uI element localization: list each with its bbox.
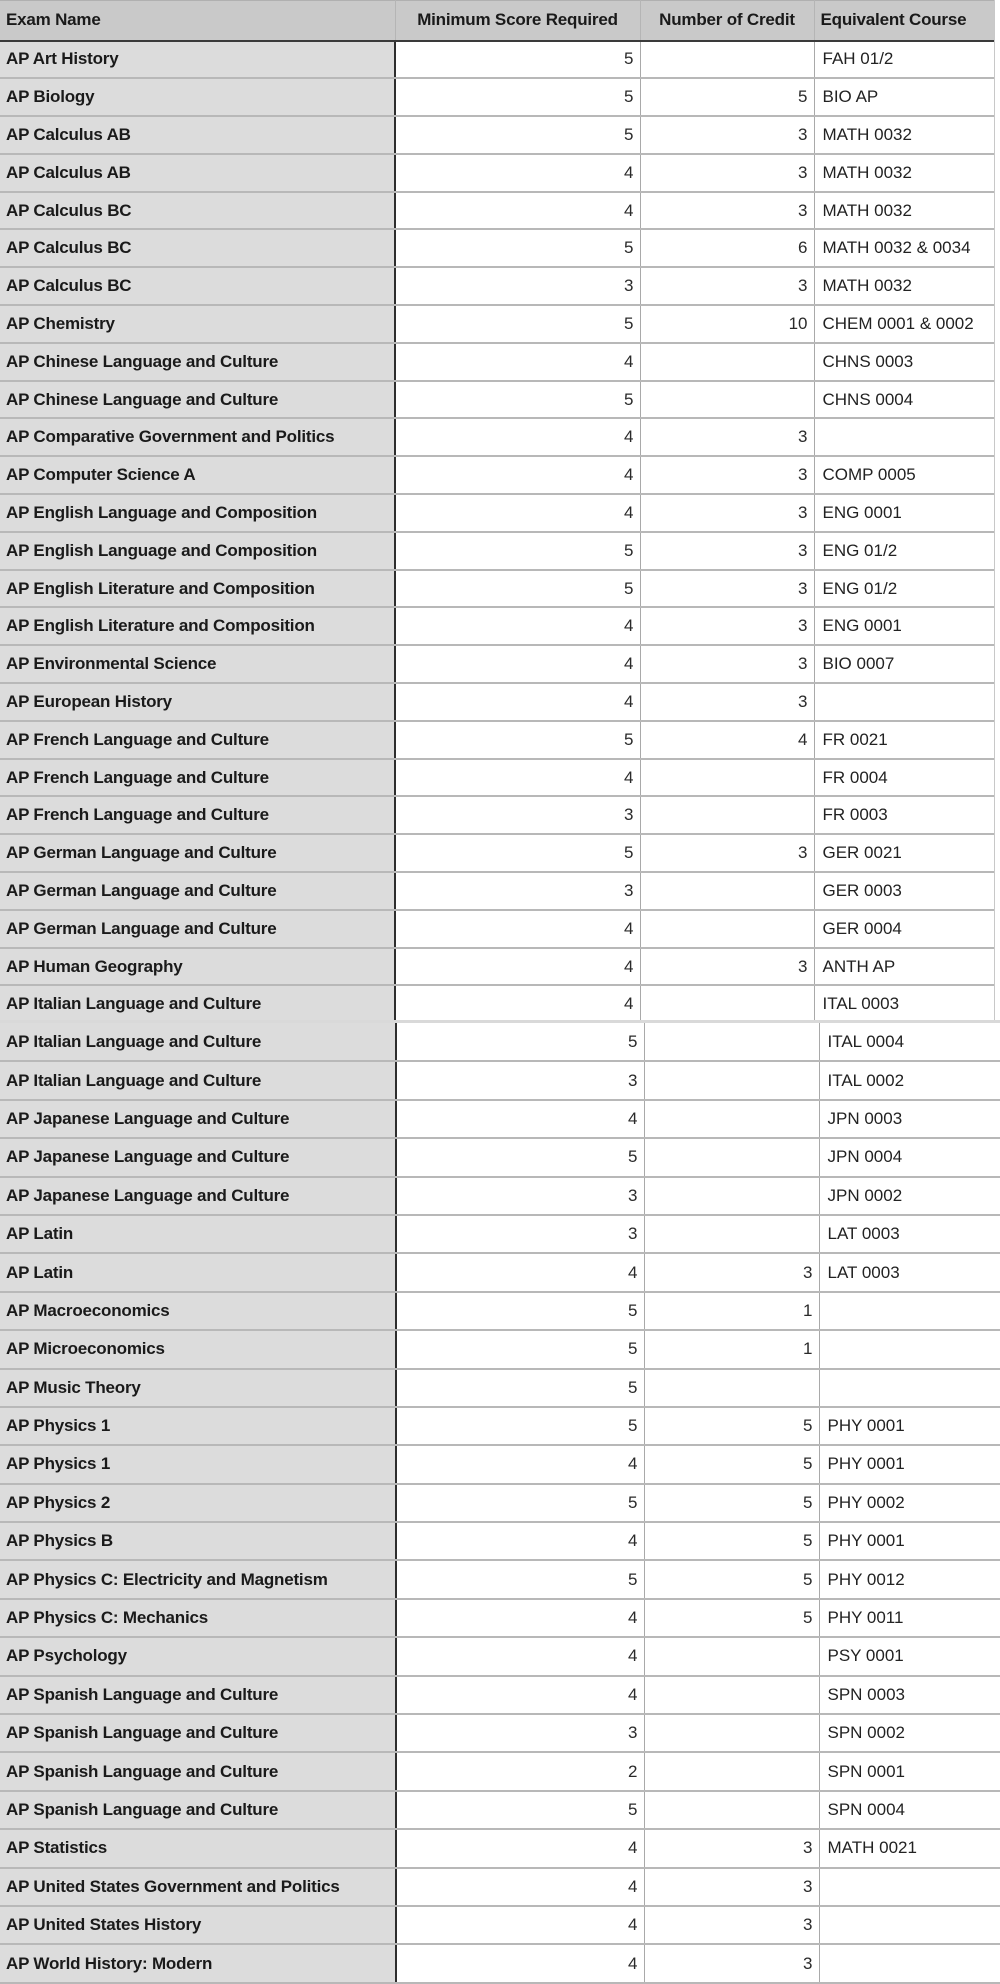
cell-exam-name[interactable]: AP Japanese Language and Culture bbox=[0, 1100, 396, 1138]
cell-min-score[interactable]: 5 bbox=[395, 381, 640, 419]
cell-credits[interactable] bbox=[640, 872, 814, 910]
cell-credits[interactable] bbox=[644, 1752, 819, 1790]
cell-credits[interactable]: 3 bbox=[640, 607, 814, 645]
table-row bbox=[0, 229, 995, 267]
cell-equivalent-course[interactable]: ENG 0001 bbox=[814, 494, 995, 532]
cell-exam-name[interactable]: AP Physics C: Mechanics bbox=[0, 1599, 396, 1637]
table-row bbox=[0, 1791, 1000, 1829]
cell-min-score[interactable]: 4 bbox=[395, 985, 640, 1020]
table-row bbox=[0, 1253, 1000, 1291]
cell-equivalent-course[interactable]: FR 0004 bbox=[814, 759, 995, 797]
cell-exam-name[interactable]: AP Spanish Language and Culture bbox=[0, 1714, 396, 1752]
cell-credits[interactable]: 3 bbox=[640, 418, 814, 456]
cell-exam-name[interactable]: AP Art History bbox=[0, 41, 395, 79]
cell-min-score[interactable]: 5 bbox=[396, 1292, 644, 1330]
cell-min-score[interactable]: 5 bbox=[396, 1560, 644, 1598]
cell-equivalent-course[interactable] bbox=[814, 418, 995, 456]
cell-credits[interactable] bbox=[644, 1100, 819, 1138]
cell-exam-name[interactable]: AP Environmental Science bbox=[0, 645, 395, 683]
cell-min-score[interactable]: 4 bbox=[395, 759, 640, 797]
table-row bbox=[0, 1330, 1000, 1368]
cell-min-score[interactable]: 4 bbox=[396, 1100, 644, 1138]
table-row bbox=[0, 1714, 1000, 1752]
cell-equivalent-course[interactable]: ANTH AP bbox=[814, 948, 995, 986]
cell-min-score[interactable]: 4 bbox=[396, 1676, 644, 1714]
table-row bbox=[0, 1637, 1000, 1675]
cell-min-score[interactable]: 4 bbox=[395, 343, 640, 381]
cell-exam-name[interactable]: AP Spanish Language and Culture bbox=[0, 1791, 396, 1829]
cell-exam-name[interactable]: AP Calculus AB bbox=[0, 154, 395, 192]
cell-min-score[interactable]: 3 bbox=[396, 1215, 644, 1253]
cell-equivalent-course[interactable]: ENG 01/2 bbox=[814, 570, 995, 608]
cell-credits[interactable] bbox=[644, 1177, 819, 1215]
cell-credits[interactable]: 3 bbox=[644, 1829, 819, 1867]
cell-min-score[interactable]: 3 bbox=[396, 1061, 644, 1099]
cell-exam-name[interactable]: AP Physics 2 bbox=[0, 1484, 396, 1522]
cell-equivalent-course[interactable]: BIO 0007 bbox=[814, 645, 995, 683]
cell-min-score[interactable]: 5 bbox=[395, 570, 640, 608]
cell-min-score[interactable]: 4 bbox=[395, 192, 640, 230]
cell-min-score[interactable]: 5 bbox=[395, 305, 640, 343]
cell-min-score[interactable]: 3 bbox=[396, 1177, 644, 1215]
cell-exam-name[interactable]: AP English Literature and Composition bbox=[0, 607, 395, 645]
cell-exam-name[interactable]: AP Italian Language and Culture bbox=[0, 1023, 396, 1061]
table-row bbox=[0, 343, 995, 381]
table-row bbox=[0, 1944, 1000, 1982]
cell-credits[interactable]: 3 bbox=[640, 532, 814, 570]
cell-min-score[interactable]: 4 bbox=[395, 645, 640, 683]
table-row bbox=[0, 985, 995, 1020]
table-row bbox=[0, 683, 995, 721]
cell-credits[interactable]: 5 bbox=[644, 1484, 819, 1522]
cell-equivalent-course[interactable]: PHY 0001 bbox=[819, 1522, 1000, 1560]
cell-exam-name[interactable]: AP Calculus BC bbox=[0, 192, 395, 230]
cell-equivalent-course[interactable]: ENG 01/2 bbox=[814, 532, 995, 570]
cell-credits[interactable]: 5 bbox=[640, 78, 814, 116]
cell-credits[interactable] bbox=[644, 1714, 819, 1752]
table-row bbox=[0, 1292, 1000, 1330]
cell-exam-name[interactable]: AP Physics 1 bbox=[0, 1445, 396, 1483]
cell-credits[interactable]: 3 bbox=[640, 948, 814, 986]
cell-equivalent-course[interactable]: FR 0021 bbox=[814, 721, 995, 759]
cell-min-score[interactable]: 5 bbox=[395, 532, 640, 570]
cell-min-score[interactable]: 5 bbox=[395, 41, 640, 79]
cell-exam-name[interactable]: AP Latin bbox=[0, 1253, 396, 1291]
cell-exam-name[interactable]: AP Chinese Language and Culture bbox=[0, 343, 395, 381]
cell-credits[interactable]: 3 bbox=[640, 645, 814, 683]
table-row bbox=[0, 1445, 1000, 1483]
cell-min-score[interactable]: 3 bbox=[396, 1714, 644, 1752]
cell-equivalent-course[interactable] bbox=[819, 1292, 1000, 1330]
cell-exam-name[interactable]: AP German Language and Culture bbox=[0, 834, 395, 872]
cell-min-score[interactable]: 4 bbox=[395, 418, 640, 456]
cell-credits[interactable] bbox=[644, 1637, 819, 1675]
cell-min-score[interactable]: 4 bbox=[395, 683, 640, 721]
table-row bbox=[0, 872, 995, 910]
cell-equivalent-course[interactable]: SPN 0003 bbox=[819, 1676, 1000, 1714]
cell-min-score[interactable]: 3 bbox=[395, 872, 640, 910]
cell-credits[interactable]: 3 bbox=[640, 154, 814, 192]
table-row bbox=[0, 1522, 1000, 1560]
cell-credits[interactable] bbox=[640, 985, 814, 1020]
cell-min-score[interactable]: 5 bbox=[396, 1023, 644, 1061]
cell-credits[interactable]: 10 bbox=[640, 305, 814, 343]
cell-credits[interactable] bbox=[640, 343, 814, 381]
table-row bbox=[0, 41, 995, 79]
table-row bbox=[0, 116, 995, 154]
cell-exam-name[interactable]: AP German Language and Culture bbox=[0, 872, 395, 910]
cell-min-score[interactable]: 3 bbox=[395, 267, 640, 305]
cell-equivalent-course[interactable]: GER 0003 bbox=[814, 872, 995, 910]
cell-exam-name[interactable]: AP Chemistry bbox=[0, 305, 395, 343]
cell-credits[interactable]: 5 bbox=[644, 1445, 819, 1483]
header-equivalent-course[interactable]: Equivalent Course bbox=[814, 1, 995, 41]
cell-min-score[interactable]: 5 bbox=[396, 1791, 644, 1829]
table-row bbox=[0, 1023, 1000, 1061]
cell-credits[interactable]: 3 bbox=[640, 267, 814, 305]
table-row bbox=[0, 1407, 1000, 1445]
table-row bbox=[0, 834, 995, 872]
cell-min-score[interactable]: 5 bbox=[396, 1407, 644, 1445]
cell-exam-name[interactable]: AP Human Geography bbox=[0, 948, 395, 986]
cell-credits[interactable] bbox=[644, 1023, 819, 1061]
cell-exam-name[interactable]: AP English Language and Composition bbox=[0, 532, 395, 570]
table-row bbox=[0, 1369, 1000, 1407]
table-row bbox=[0, 154, 995, 192]
cell-exam-name[interactable]: AP Spanish Language and Culture bbox=[0, 1676, 396, 1714]
table-row bbox=[0, 1829, 1000, 1867]
cell-exam-name[interactable]: AP Psychology bbox=[0, 1637, 396, 1675]
cell-exam-name[interactable]: AP Calculus BC bbox=[0, 229, 395, 267]
cell-exam-name[interactable]: AP French Language and Culture bbox=[0, 759, 395, 797]
cell-equivalent-course[interactable]: SPN 0002 bbox=[819, 1714, 1000, 1752]
cell-credits[interactable]: 3 bbox=[644, 1868, 819, 1906]
cell-exam-name[interactable]: AP World History: Modern bbox=[0, 1944, 396, 1982]
cell-exam-name[interactable]: AP Japanese Language and Culture bbox=[0, 1177, 396, 1215]
cell-min-score[interactable]: 4 bbox=[396, 1868, 644, 1906]
cell-credits[interactable]: 3 bbox=[640, 683, 814, 721]
cell-exam-name[interactable]: AP Comparative Government and Politics bbox=[0, 418, 395, 456]
cell-min-score[interactable]: 4 bbox=[395, 456, 640, 494]
cell-min-score[interactable]: 2 bbox=[396, 1752, 644, 1790]
cell-equivalent-course[interactable]: ITAL 0004 bbox=[819, 1023, 1000, 1061]
table-row bbox=[0, 948, 995, 986]
cell-equivalent-course[interactable]: PHY 0002 bbox=[819, 1484, 1000, 1522]
table-row bbox=[0, 1100, 1000, 1138]
cell-equivalent-course[interactable]: MATH 0032 & 0034 bbox=[814, 229, 995, 267]
cell-min-score[interactable]: 5 bbox=[395, 229, 640, 267]
cell-exam-name[interactable]: AP French Language and Culture bbox=[0, 796, 395, 834]
table-row bbox=[0, 192, 995, 230]
ap-credit-table-bottom bbox=[0, 1023, 1000, 1984]
cell-min-score[interactable]: 4 bbox=[395, 948, 640, 986]
cell-exam-name[interactable]: AP Biology bbox=[0, 78, 395, 116]
table-row bbox=[0, 267, 995, 305]
cell-equivalent-course[interactable] bbox=[819, 1906, 1000, 1944]
cell-min-score[interactable]: 5 bbox=[396, 1330, 644, 1368]
cell-min-score[interactable]: 5 bbox=[395, 834, 640, 872]
cell-min-score[interactable]: 3 bbox=[395, 796, 640, 834]
cell-exam-name[interactable]: AP Statistics bbox=[0, 1829, 396, 1867]
cell-equivalent-course[interactable]: PSY 0001 bbox=[819, 1637, 1000, 1675]
cell-equivalent-course[interactable]: ITAL 0002 bbox=[819, 1061, 1000, 1099]
cell-credits[interactable] bbox=[644, 1138, 819, 1176]
cell-credits[interactable]: 3 bbox=[644, 1944, 819, 1982]
cell-equivalent-course[interactable]: JPN 0003 bbox=[819, 1100, 1000, 1138]
cell-exam-name[interactable]: AP United States Government and Politics bbox=[0, 1868, 396, 1906]
cell-exam-name[interactable]: AP French Language and Culture bbox=[0, 721, 395, 759]
cell-exam-name[interactable]: AP Physics 1 bbox=[0, 1407, 396, 1445]
cell-credits[interactable]: 1 bbox=[644, 1330, 819, 1368]
cell-exam-name[interactable]: AP Computer Science A bbox=[0, 456, 395, 494]
cell-min-score[interactable]: 4 bbox=[396, 1906, 644, 1944]
cell-credits[interactable]: 3 bbox=[644, 1253, 819, 1291]
table-row bbox=[0, 418, 995, 456]
table-header-row bbox=[0, 1, 995, 41]
table-row bbox=[0, 721, 995, 759]
cell-min-score[interactable]: 5 bbox=[396, 1138, 644, 1176]
cell-credits[interactable] bbox=[644, 1791, 819, 1829]
cell-equivalent-course[interactable]: CHNS 0003 bbox=[814, 343, 995, 381]
table-row bbox=[0, 1906, 1000, 1944]
cell-credits[interactable] bbox=[644, 1676, 819, 1714]
cell-credits[interactable] bbox=[640, 381, 814, 419]
cell-equivalent-course[interactable]: MATH 0032 bbox=[814, 116, 995, 154]
cell-credits[interactable] bbox=[640, 759, 814, 797]
cell-exam-name[interactable]: AP United States History bbox=[0, 1906, 396, 1944]
cell-min-score[interactable]: 4 bbox=[396, 1253, 644, 1291]
cell-equivalent-course[interactable]: FAH 01/2 bbox=[814, 41, 995, 79]
cell-equivalent-course[interactable]: FR 0003 bbox=[814, 796, 995, 834]
cell-min-score[interactable]: 4 bbox=[396, 1599, 644, 1637]
cell-credits[interactable]: 5 bbox=[644, 1522, 819, 1560]
table-row bbox=[0, 1599, 1000, 1637]
cell-equivalent-course[interactable] bbox=[819, 1330, 1000, 1368]
table-row bbox=[0, 1177, 1000, 1215]
cell-equivalent-course[interactable] bbox=[814, 683, 995, 721]
cell-min-score[interactable]: 4 bbox=[396, 1829, 644, 1867]
cell-min-score[interactable]: 5 bbox=[395, 116, 640, 154]
table-row bbox=[0, 1868, 1000, 1906]
cell-equivalent-course[interactable]: GER 0004 bbox=[814, 910, 995, 948]
cell-equivalent-course[interactable]: MATH 0032 bbox=[814, 267, 995, 305]
cell-credits[interactable]: 4 bbox=[640, 721, 814, 759]
table-row bbox=[0, 1215, 1000, 1253]
header-min-score[interactable]: Minimum Score Required bbox=[395, 1, 640, 41]
cell-exam-name[interactable]: AP Calculus BC bbox=[0, 267, 395, 305]
header-exam-name[interactable]: Exam Name bbox=[0, 1, 395, 41]
cell-equivalent-course[interactable]: LAT 0003 bbox=[819, 1253, 1000, 1291]
table-row bbox=[0, 1138, 1000, 1176]
cell-exam-name[interactable]: AP Macroeconomics bbox=[0, 1292, 396, 1330]
cell-equivalent-course[interactable]: CHEM 0001 & 0002 bbox=[814, 305, 995, 343]
cell-exam-name[interactable]: AP Latin bbox=[0, 1215, 396, 1253]
cell-exam-name[interactable]: AP English Literature and Composition bbox=[0, 570, 395, 608]
table-section-bottom bbox=[0, 1020, 1000, 1984]
cell-credits[interactable] bbox=[640, 910, 814, 948]
cell-equivalent-course[interactable]: GER 0021 bbox=[814, 834, 995, 872]
table-row bbox=[0, 305, 995, 343]
cell-equivalent-course[interactable]: COMP 0005 bbox=[814, 456, 995, 494]
cell-min-score[interactable]: 4 bbox=[396, 1445, 644, 1483]
cell-exam-name[interactable]: AP Italian Language and Culture bbox=[0, 985, 395, 1020]
cell-credits[interactable]: 3 bbox=[640, 570, 814, 608]
table-body-bottom bbox=[0, 1023, 1000, 1983]
table-row bbox=[0, 494, 995, 532]
cell-min-score[interactable]: 4 bbox=[395, 154, 640, 192]
cell-exam-name[interactable]: AP Music Theory bbox=[0, 1369, 396, 1407]
cell-equivalent-course[interactable]: CHNS 0004 bbox=[814, 381, 995, 419]
cell-credits[interactable]: 3 bbox=[640, 494, 814, 532]
table-row bbox=[0, 1752, 1000, 1790]
cell-min-score[interactable]: 4 bbox=[395, 607, 640, 645]
cell-credits[interactable] bbox=[644, 1369, 819, 1407]
cell-exam-name[interactable]: AP Spanish Language and Culture bbox=[0, 1752, 396, 1790]
cell-min-score[interactable]: 5 bbox=[395, 78, 640, 116]
cell-equivalent-course[interactable]: JPN 0004 bbox=[819, 1138, 1000, 1176]
table-row bbox=[0, 1676, 1000, 1714]
table-body-top bbox=[0, 41, 995, 1021]
cell-credits[interactable] bbox=[644, 1061, 819, 1099]
cell-equivalent-course[interactable]: BIO AP bbox=[814, 78, 995, 116]
table-row bbox=[0, 910, 995, 948]
table-row bbox=[0, 796, 995, 834]
cell-exam-name[interactable]: AP Calculus AB bbox=[0, 116, 395, 154]
cell-credits[interactable]: 5 bbox=[644, 1407, 819, 1445]
cell-credits[interactable]: 1 bbox=[644, 1292, 819, 1330]
cell-exam-name[interactable]: AP Physics C: Electricity and Magnetism bbox=[0, 1560, 396, 1598]
cell-equivalent-course[interactable]: MATH 0021 bbox=[819, 1829, 1000, 1867]
cell-equivalent-course[interactable]: LAT 0003 bbox=[819, 1215, 1000, 1253]
cell-exam-name[interactable]: AP Italian Language and Culture bbox=[0, 1061, 396, 1099]
cell-credits[interactable]: 3 bbox=[644, 1906, 819, 1944]
cell-equivalent-course[interactable]: MATH 0032 bbox=[814, 154, 995, 192]
cell-equivalent-course[interactable]: PHY 0011 bbox=[819, 1599, 1000, 1637]
cell-exam-name[interactable]: AP Chinese Language and Culture bbox=[0, 381, 395, 419]
table-row bbox=[0, 570, 995, 608]
cell-equivalent-course[interactable]: ENG 0001 bbox=[814, 607, 995, 645]
cell-exam-name[interactable]: AP English Language and Composition bbox=[0, 494, 395, 532]
cell-credits[interactable]: 6 bbox=[640, 229, 814, 267]
table-row bbox=[0, 1560, 1000, 1598]
cell-equivalent-course[interactable]: PHY 0001 bbox=[819, 1445, 1000, 1483]
cell-exam-name[interactable]: AP German Language and Culture bbox=[0, 910, 395, 948]
cell-min-score[interactable]: 4 bbox=[396, 1944, 644, 1982]
cell-min-score[interactable]: 4 bbox=[396, 1522, 644, 1560]
cell-equivalent-course[interactable] bbox=[819, 1369, 1000, 1407]
cell-credits[interactable] bbox=[644, 1215, 819, 1253]
cell-exam-name[interactable]: AP European History bbox=[0, 683, 395, 721]
cell-min-score[interactable]: 5 bbox=[396, 1484, 644, 1522]
table-row bbox=[0, 607, 995, 645]
cell-exam-name[interactable]: AP Microeconomics bbox=[0, 1330, 396, 1368]
cell-equivalent-course[interactable]: SPN 0001 bbox=[819, 1752, 1000, 1790]
table-row bbox=[0, 78, 995, 116]
cell-equivalent-course[interactable]: SPN 0004 bbox=[819, 1791, 1000, 1829]
cell-min-score[interactable]: 4 bbox=[395, 910, 640, 948]
cell-exam-name[interactable]: AP Physics B bbox=[0, 1522, 396, 1560]
cell-equivalent-course[interactable]: PHY 0012 bbox=[819, 1560, 1000, 1598]
cell-credits[interactable]: 3 bbox=[640, 834, 814, 872]
table-row bbox=[0, 1061, 1000, 1099]
cell-equivalent-course[interactable] bbox=[819, 1868, 1000, 1906]
cell-min-score[interactable]: 5 bbox=[396, 1369, 644, 1407]
header-credits[interactable]: Number of Credit bbox=[640, 1, 814, 41]
cell-credits[interactable]: 5 bbox=[644, 1599, 819, 1637]
cell-credits[interactable] bbox=[640, 41, 814, 79]
cell-equivalent-course[interactable] bbox=[819, 1944, 1000, 1982]
table-row bbox=[0, 645, 995, 683]
cell-credits[interactable]: 3 bbox=[640, 192, 814, 230]
cell-credits[interactable]: 5 bbox=[644, 1560, 819, 1598]
cell-equivalent-course[interactable]: MATH 0032 bbox=[814, 192, 995, 230]
cell-credits[interactable] bbox=[640, 796, 814, 834]
table-row bbox=[0, 456, 995, 494]
table-row bbox=[0, 381, 995, 419]
table-row bbox=[0, 1484, 1000, 1522]
cell-exam-name[interactable]: AP Japanese Language and Culture bbox=[0, 1138, 396, 1176]
cell-credits[interactable]: 3 bbox=[640, 456, 814, 494]
table-row bbox=[0, 759, 995, 797]
cell-equivalent-course[interactable]: ITAL 0003 bbox=[814, 985, 995, 1020]
cell-equivalent-course[interactable]: JPN 0002 bbox=[819, 1177, 1000, 1215]
table-row bbox=[0, 532, 995, 570]
cell-credits[interactable]: 3 bbox=[640, 116, 814, 154]
cell-min-score[interactable]: 5 bbox=[395, 721, 640, 759]
cell-min-score[interactable]: 4 bbox=[395, 494, 640, 532]
cell-min-score[interactable]: 4 bbox=[396, 1637, 644, 1675]
cell-equivalent-course[interactable]: PHY 0001 bbox=[819, 1407, 1000, 1445]
